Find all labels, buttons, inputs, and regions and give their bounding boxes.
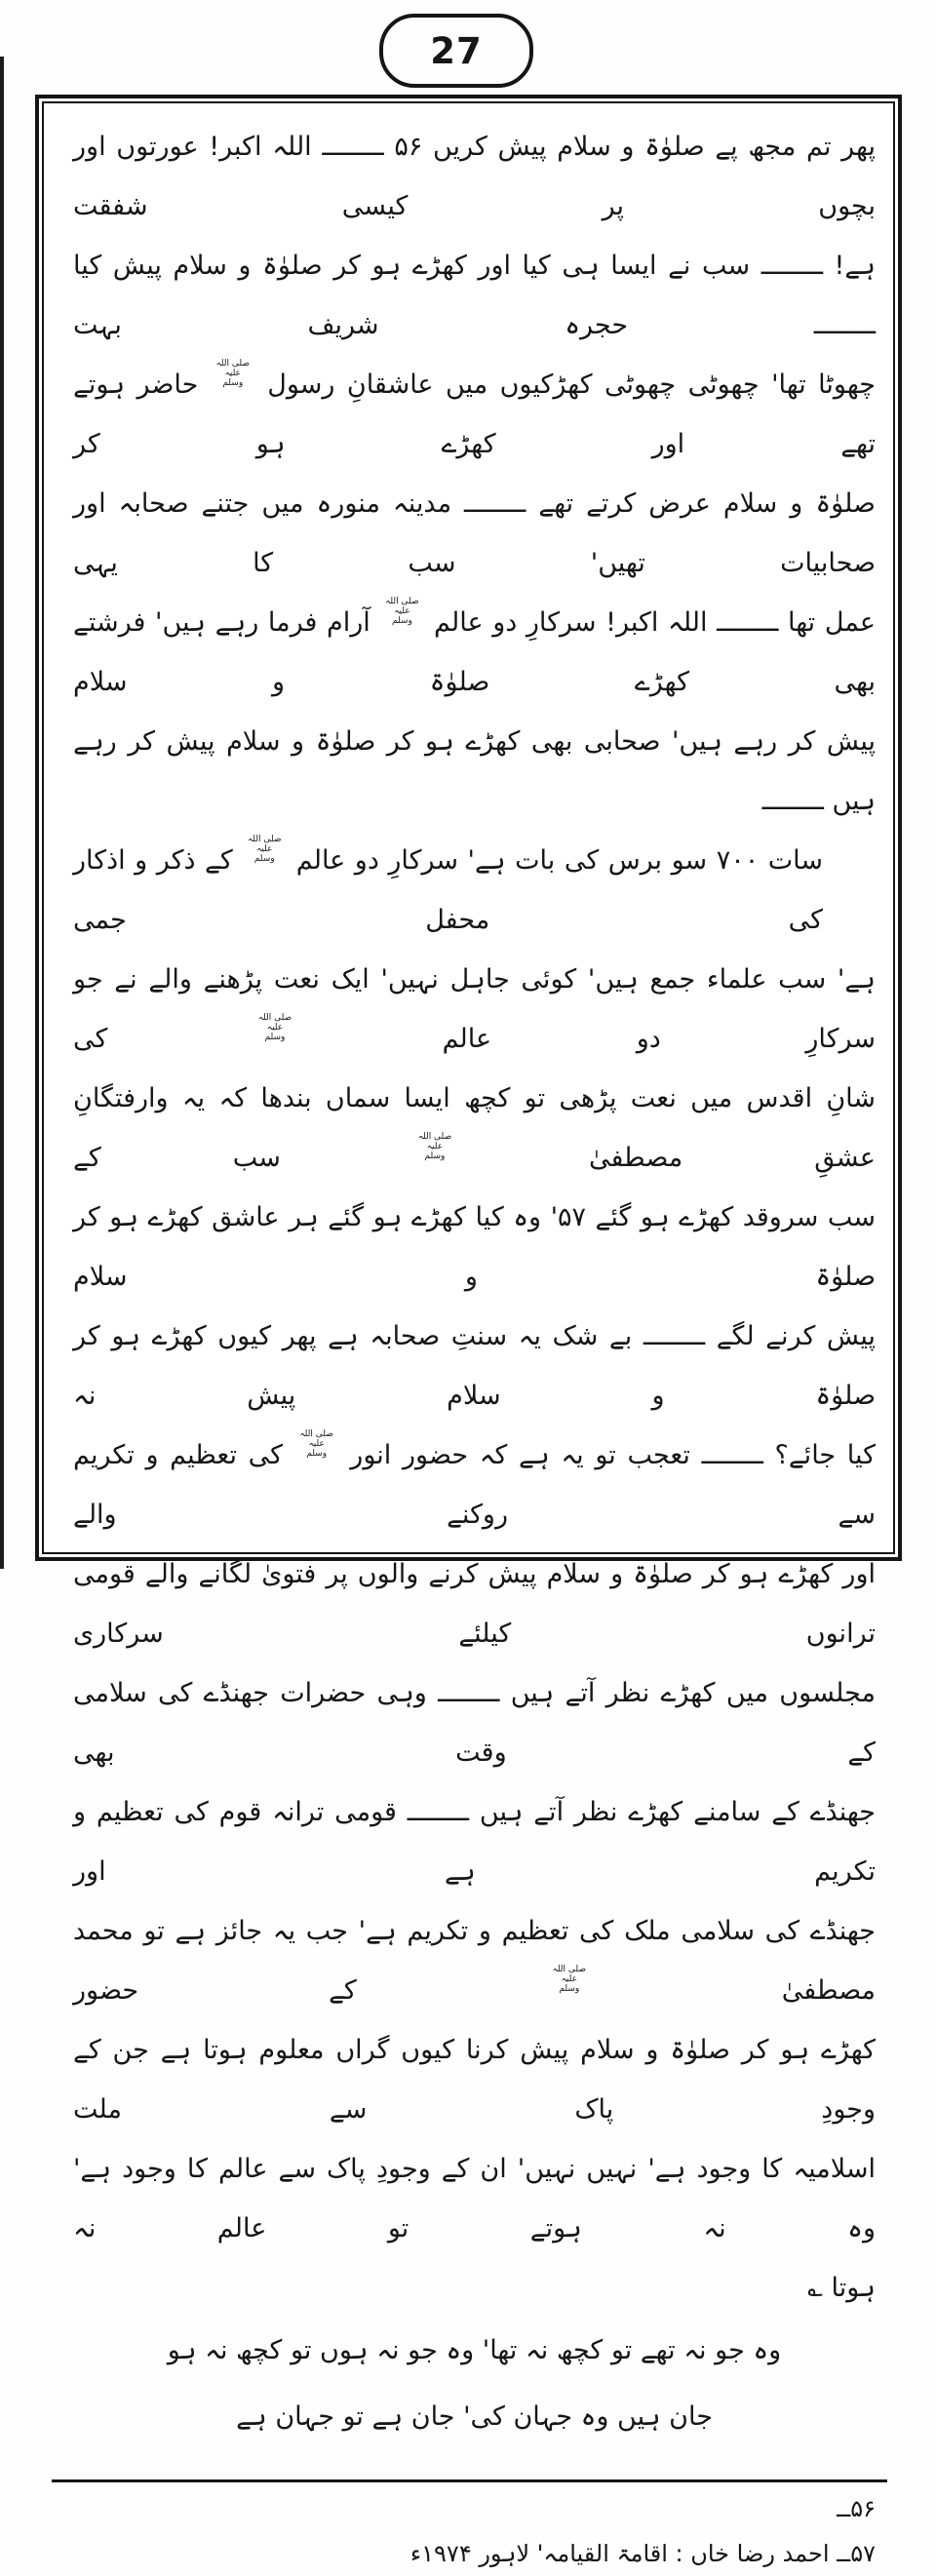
text-line: چھوٹا تھا' چھوٹی چھوٹی کھڑکیوں میں عاشقانِ رسول صلی اللہ علیہ وسلم حاضر ہوتے تھے اور کھڑے ہو کر	[73, 359, 877, 459]
text-line: کیا جائے؟ ــــــــ تعجب تو یہ ہے کہ حضور انور صلی اللہ علیہ وسلم کی تعظیم و تکریم سے روکنے والے	[73, 1429, 876, 1530]
text-line: سب سروقد کھڑے ہو گئے ۵۷' وہ کیا کھڑے ہو گئے ہر عاشق کھڑے ہو کر صلوٰۃ و سلام	[73, 1202, 876, 1292]
sallallahu-alayhi-wasallam-mark: صلی اللہ علیہ وسلم	[247, 835, 282, 864]
verse-couplet	[73, 2318, 876, 2450]
text-line: عمل تھا ــــــــ اللہ اکبر! سرکارِ دو عالم صلی اللہ علیہ وسلم آرام فرما رہے ہیں' فرشتے بھی کھڑے صلوٰۃ و سلام	[73, 597, 876, 697]
sallallahu-alayhi-wasallam-mark: صلی اللہ علیہ وسلم	[215, 359, 250, 388]
page-border-frame	[35, 95, 902, 2567]
text-line: پھر تم مجھ پے صلوٰۃ و سلام پیش کریں ۵۶ ــــــــ اللہ اکبر! عورتوں اور بچوں پر کیسی شفقت	[73, 132, 876, 221]
text-line: جھنڈے کی سلامی ملک کی تعظیم و تکریم ہے' جب یہ جائز ہے تو محمد مصطفیٰ صلی اللہ علیہ وسلم کے حضور	[73, 1916, 876, 2006]
sallallahu-alayhi-wasallam-mark: صلی اللہ علیہ وسلم	[417, 1132, 452, 1161]
text-line: شانِ اقدس میں نعت پڑھی تو کچھ ایسا سماں بندھا کہ یہ وارفتگانِ عشقِ مصطفیٰ صلی اللہ علیہ وسلم سب کے	[73, 1083, 876, 1173]
text-line: ہوتا ؎	[807, 2273, 876, 2303]
footnote-line: ۵۷ــ احمد رضا خاں : اقامۃ القیامہ' لاہور ۱۹۷۴ء	[410, 2540, 876, 2567]
sallallahu-alayhi-wasallam-mark: صلی اللہ علیہ وسلم	[299, 1429, 333, 1459]
text-line: پیش کرنے لگے ــــــــ بے شک یہ سنتِ صحابہ ہے پھر کیوں کھڑے ہو کر صلوٰۃ و سلام پیش نہ	[73, 1321, 876, 1411]
sallallahu-alayhi-wasallam-mark: صلی اللہ علیہ وسلم	[385, 597, 419, 626]
text-line: سات ۷۰۰ سو برس کی بات ہے' سرکارِ دو عالم صلی اللہ علیہ وسلم کے ذکر و اذکار کی محفل جمی	[73, 835, 824, 935]
text-line: پیش کر رہے ہیں' صحابی بھی کھڑے ہو کر صلوٰۃ و سلام پیش کر رہے ہیں ــــــــ	[73, 726, 876, 816]
text-line: ہے! ــــــــ سب نے ایسا ہی کیا اور کھڑے ہو کر صلوٰۃ و سلام پیش کیا ــــــــ حجرہ شریف بہت	[73, 251, 876, 340]
text-line: اور کھڑے ہو کر صلوٰۃ و سلام پیش کرنے والوں پر فتویٰ لگانے والے قومی ترانوں کیلئے سرکاری	[73, 1559, 876, 1649]
text-line: مجلسوں میں کھڑے نظر آتے ہیں ــــــــ وہی حضرات جھنڈے کی سلامی کے وقت بھی	[73, 1678, 876, 1768]
verse-line: جان ہیں وہ جہان کی' جان ہے تو جہان ہے	[236, 2401, 713, 2432]
page-number: 27	[430, 29, 483, 72]
footnote-line: ۵۶ــ	[837, 2495, 876, 2522]
text-line: اسلامیہ کا وجود ہے' نہیں نہیں' ان کے وجودِ پاک سے عالم کا وجود ہے' وہ نہ ہوتے تو عالم نہ	[73, 2154, 876, 2244]
body-text	[73, 117, 876, 2318]
text-line: کھڑے ہو کر صلوٰۃ و سلام پیش کرنا کیوں گراں معلوم ہوتا ہے جن کے وجودِ پاک سے ملت	[73, 2035, 876, 2125]
footnotes	[73, 2486, 876, 2576]
text-line: جھنڈے کے سامنے کھڑے نظر آتے ہیں ــــــــ قومی ترانہ قوم کی تعظیم و تکریم ہے اور	[73, 1797, 876, 1887]
page-content-area	[42, 101, 895, 2567]
text-line: صلوٰۃ و سلام عرض کرتے تھے ــــــــ مدینہ منورہ میں جتنے صحابہ اور صحابیات تھیں' سب کا یہی	[73, 488, 876, 578]
verse-line: وہ جو نہ تھے تو کچھ نہ تھا' وہ جو نہ ہوں تو کچھ نہ ہو	[167, 2335, 782, 2365]
page-number-badge	[379, 14, 533, 88]
footnote-separator	[52, 2479, 887, 2482]
sallallahu-alayhi-wasallam-mark: صلی اللہ علیہ وسلم	[552, 1965, 587, 1994]
text-line: ہے' سب علماء جمع ہیں' کوئی جاہل نہیں' ایک نعت پڑھنے والے نے جو سرکارِ دو عالم صلی اللہ علیہ وسلم کی	[73, 964, 876, 1054]
scan-edge-artifact	[0, 57, 4, 1569]
sallallahu-alayhi-wasallam-mark: صلی اللہ علیہ وسلم	[257, 1013, 292, 1042]
